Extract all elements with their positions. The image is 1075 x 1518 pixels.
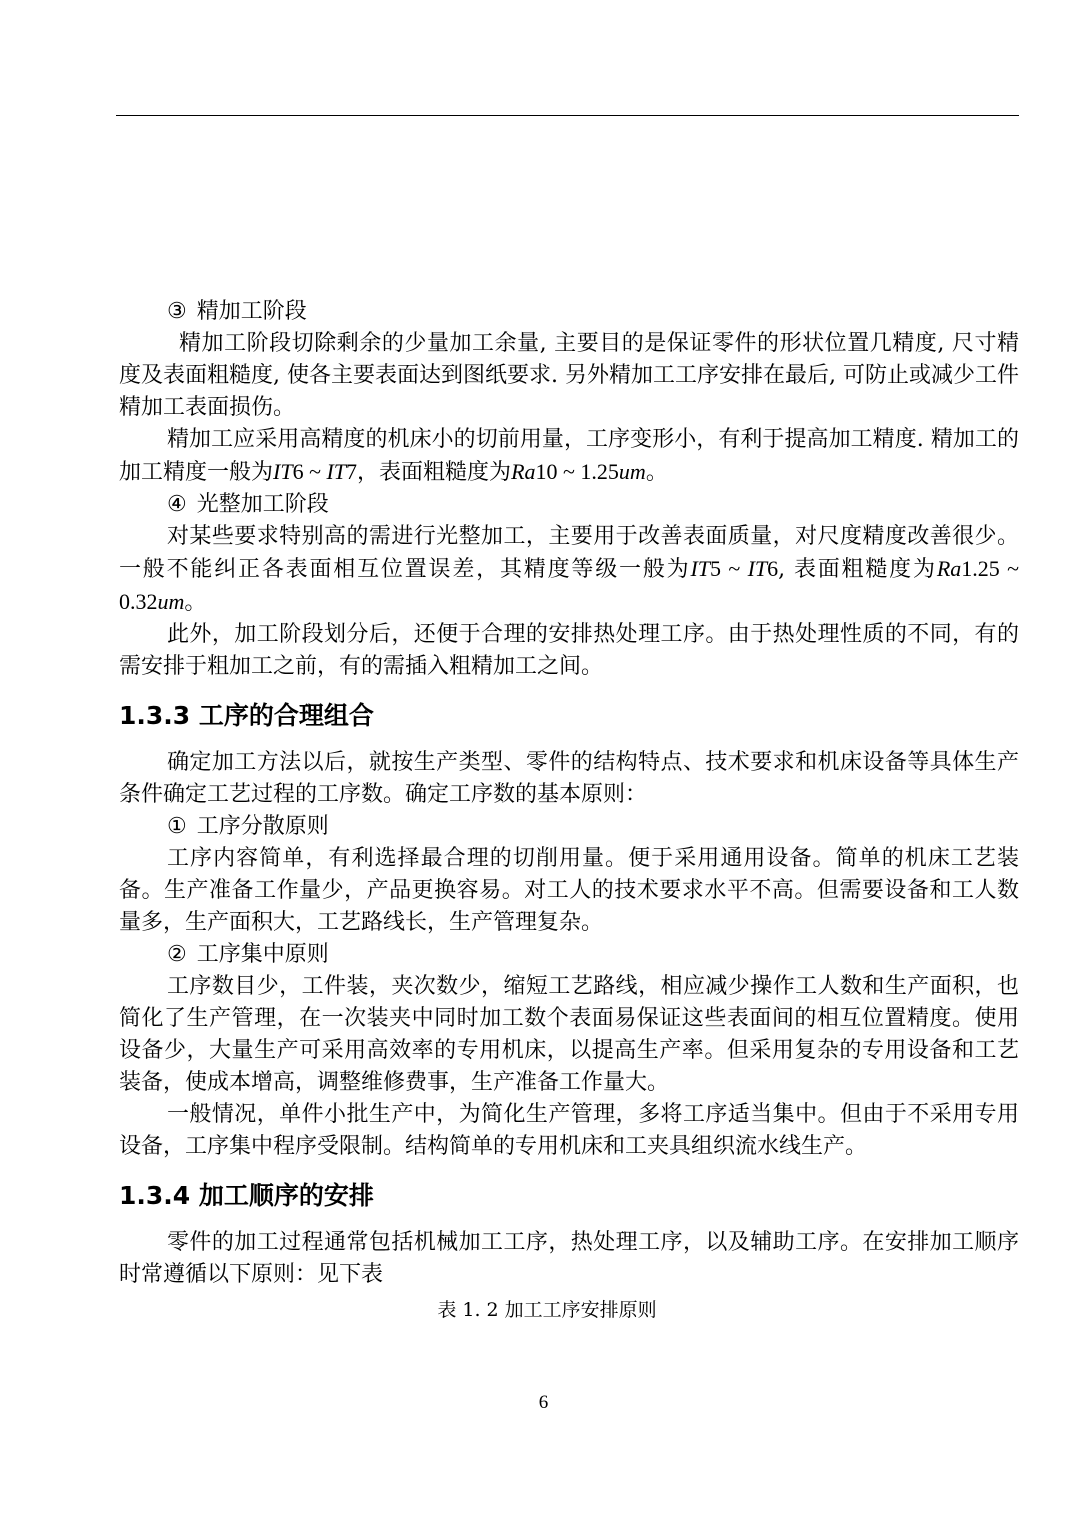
math-num: 5 ~: [710, 556, 748, 581]
list-item-polishing-stage: [119, 489, 1019, 521]
math-num: 6 ~: [292, 459, 327, 484]
paragraph: 工序数目少，工件装，夹次数少，缩短工艺路线，相应减少操作工人数和生产面积，也简化了生产管理，在一次装夹中同时加工数个表面易保证这些表面间的相互位置精度。使用设备少，大量生产可采用高效率的专用机床，以提高生产率。但采用复杂的专用设备和工艺装备，使成本增高，调整维修费事，生产准备工作量大。: [119, 974, 1019, 1095]
header-rule: [116, 115, 1019, 116]
paragraph: 此外，加工阶段划分后，还便于合理的安排热处理工序。由于热处理性质的不同，有的需安排于粗加工之前，有的需插入粗精加工之间。: [119, 622, 1019, 679]
list-item-dispersion: [119, 811, 1019, 843]
paragraph: 工序内容简单，有利选择最合理的切削用量。便于采用通用设备。简单的机床工艺装备。生产准备工作量少，产品更换容易。对工人的技术要求水平不高。但需要设备和工人数量多，生产面积大，工艺路线长，生产管理复杂。: [119, 846, 1019, 935]
paragraph: 精加工阶段切除剩余的少量加工余量, 主要目的是保证零件的形状位置几精度, 尺寸精度及表面粗糙度, 使各主要表面达到图纸要求. 另外精加工工序安排在最后, 可防止或减少工件精加工表面损伤。: [119, 331, 1019, 420]
paragraph: 一般情况，单件小批生产中，为简化生产管理，多将工序适当集中。但由于不采用专用设备，工序集中程序受限制。结构简单的专用机床和工夹具组织流水线生产。: [119, 1102, 1019, 1159]
item-number: ③: [167, 299, 187, 324]
section-heading-1-3-3: 1.3.3 工序的合理组合: [119, 701, 374, 730]
document-body: [119, 296, 1019, 1325]
item-number: ①: [167, 814, 187, 839]
item-title: 光整加工阶段: [196, 492, 329, 517]
item-number: ④: [167, 492, 187, 517]
math-it: IT: [273, 459, 293, 484]
math-num: 1.25 ~ 0.32: [119, 556, 1019, 614]
math-ra: Ra: [936, 556, 962, 581]
text-run: 精加工应采用高精度的机床小的切前用量，工序变形小，有利于提高加工精度. 精加工的加工精度一般为: [119, 427, 1019, 485]
math-num: 10 ~ 1.25: [535, 459, 619, 484]
text-run: 对某些要求特别高的需进行光整加工，主要用于改善表面质量，对尺度精度改善很少。一般不能纠正各表面相互位置误差，其精度等级一般为: [119, 524, 1019, 582]
item-title: 精加工阶段: [196, 299, 307, 324]
item-title: 工序分散原则: [196, 814, 329, 839]
text-run: , 表面粗糙度为: [778, 557, 937, 582]
math-num: 7: [346, 459, 358, 484]
text-run: 。: [184, 590, 207, 615]
math-it: IT: [747, 556, 768, 581]
list-item-concentration: [119, 939, 1019, 971]
text-run: ，表面粗糙度为: [357, 460, 512, 485]
math-ra: Ra: [511, 459, 536, 484]
paragraph-polishing: [119, 521, 1019, 619]
list-item-finishing-stage: [119, 296, 1019, 328]
section-heading-1-3-4: 1.3.4 加工顺序的安排: [119, 1181, 374, 1210]
math-it: IT: [326, 459, 347, 484]
item-number: ②: [167, 942, 187, 967]
item-title: 工序集中原则: [196, 942, 329, 967]
paragraph: 确定加工方法以后，就按生产类型、零件的结构特点、技术要求和机床设备等具体生产条件确定工艺过程的工序数。确定工序数的基本原则：: [119, 750, 1019, 807]
math-unit: um: [618, 459, 646, 484]
paragraph-finishing-precision: [119, 424, 1019, 489]
paragraph: 零件的加工过程通常包括机械加工工序，热处理工序，以及辅助工序。在安排加工顺序时常遵循以下原则：见下表: [119, 1230, 1019, 1287]
table-caption: 表 1. 2 加工工序安排原则: [437, 1299, 657, 1321]
text-run: 。: [645, 460, 668, 485]
math-it: IT: [690, 556, 711, 581]
math-unit: um: [157, 589, 185, 614]
math-num: 6: [767, 556, 779, 581]
page-number: 6: [538, 1392, 549, 1413]
